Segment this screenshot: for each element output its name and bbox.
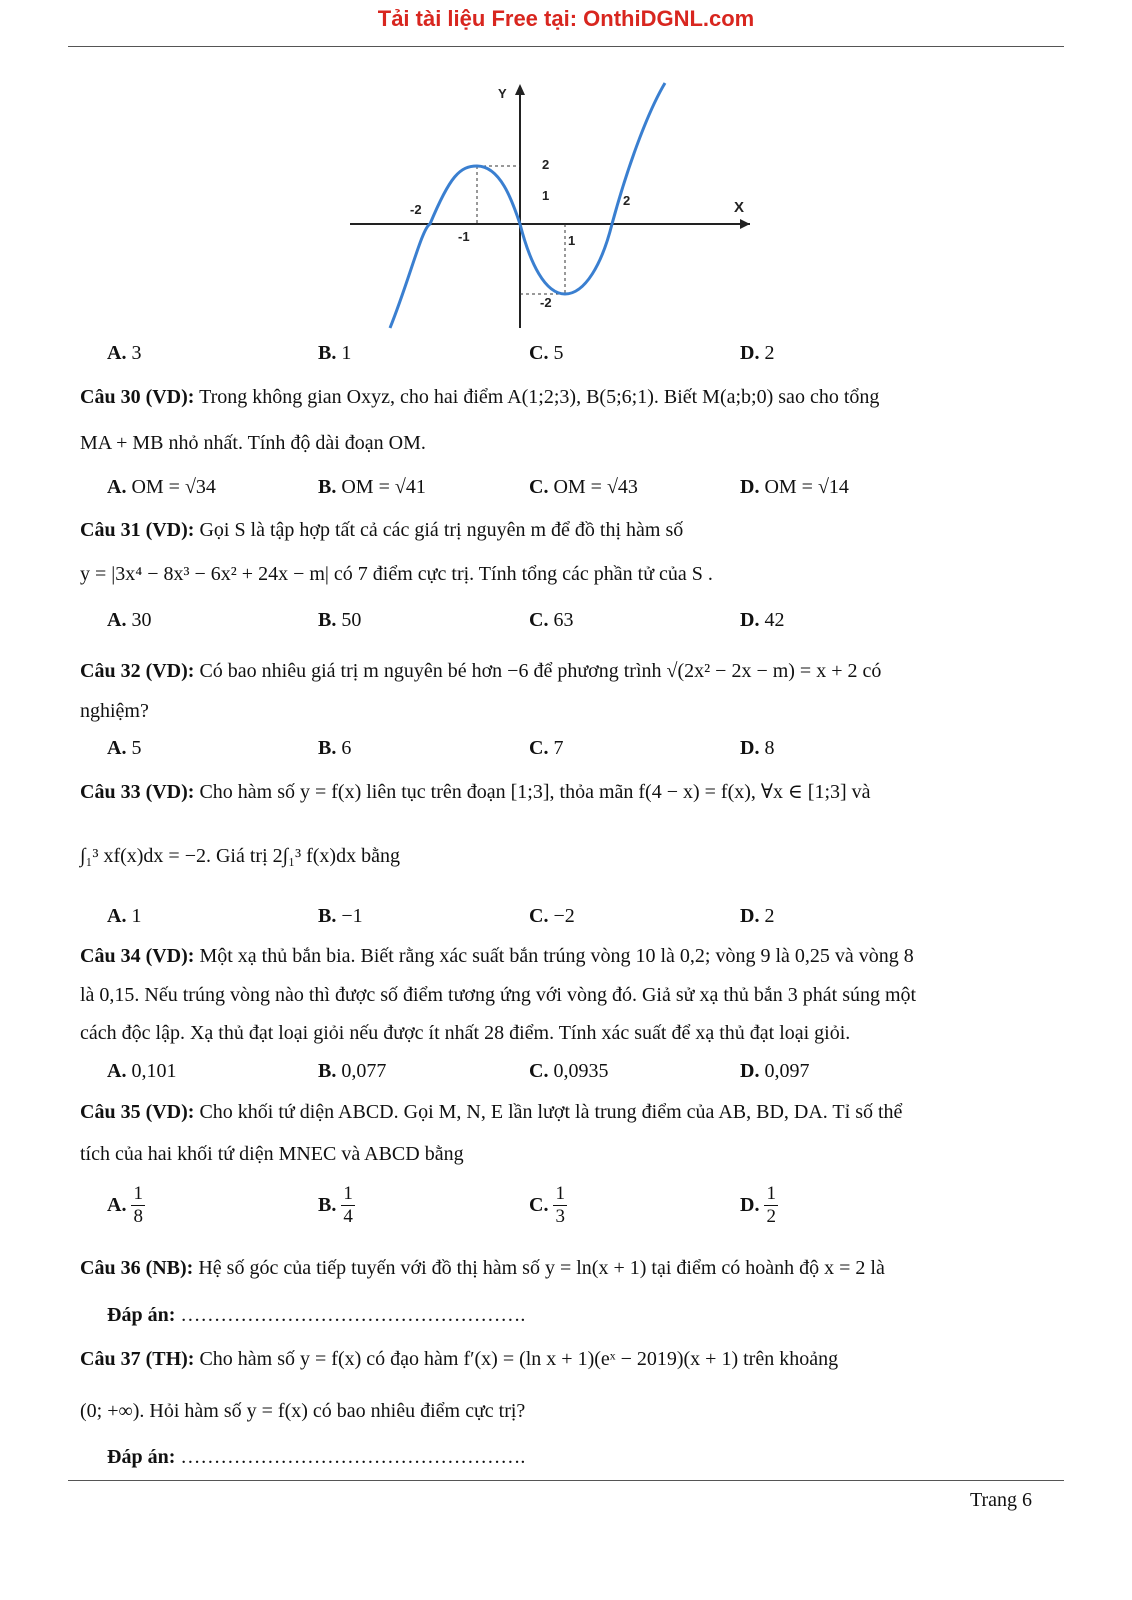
q34-label: Câu 34 (VD): [80, 945, 195, 967]
answer-blank[interactable]: ……………………………………………. [180, 1304, 526, 1326]
tick-label-y-p1: 1 [542, 188, 550, 203]
q34-line-2: là 0,15. Nếu trúng vòng nào thì được số điểm tương ứng với vòng đó. Giả sử xạ thủ bắn 3 phát súng một [80, 984, 917, 1006]
q30-option-d[interactable]: D. OM = √14 [740, 476, 849, 498]
q32-label: Câu 32 (VD): [80, 660, 195, 682]
fraction: $\frac{1}{8}$ [133, 1183, 143, 1227]
q32-option-c[interactable]: C. 7 [529, 737, 564, 759]
q31-line-2: y = |3x⁴ − 8x³ − 6x² + 24x − m| có 7 điểm cực trị. Tính tổng các phần tử của S . [80, 563, 713, 585]
q35-line-2: tích của hai khối tứ diện MNEC và ABCD bằng [80, 1143, 464, 1165]
q29-option-b[interactable]: B. 1 [318, 342, 352, 364]
tick-label-y-m2: -2 [540, 295, 552, 310]
tick-label-y-p2: 2 [542, 157, 550, 172]
q33-option-b[interactable]: B. −1 [318, 905, 363, 927]
q31-line-1: Câu 31 (VD): Gọi S là tập hợp tất cả các giá trị nguyên m để đồ thị hàm số [80, 519, 684, 541]
q36-label: Câu 36 (NB): [80, 1257, 194, 1279]
q29-option-a[interactable]: A. 3 [107, 342, 142, 364]
footer-divider [68, 1480, 1064, 1481]
q35-option-c[interactable]: C. $\frac{1}{3}$ [529, 1183, 565, 1227]
fraction: $\frac{1}{2}$ [766, 1183, 776, 1227]
q30-options [107, 476, 1067, 502]
q31-option-b[interactable]: B. 50 [318, 609, 362, 631]
q33-option-c[interactable]: C. −2 [529, 905, 575, 927]
tick-label-x-m1: -1 [458, 229, 470, 244]
q32-option-d[interactable]: D. 8 [740, 737, 775, 759]
q32-line-2: nghiệm? [80, 700, 149, 722]
fraction: $\frac{1}{4}$ [343, 1183, 353, 1227]
q34-option-b[interactable]: B. 0,077 [318, 1060, 387, 1082]
y-axis-label: Y [498, 86, 507, 101]
q33-option-a[interactable]: A. 1 [107, 905, 142, 927]
answer-blank[interactable]: ……………………………………………. [180, 1446, 526, 1468]
q34-option-c[interactable]: C. 0,0935 [529, 1060, 609, 1082]
q34-option-a[interactable]: A. 0,101 [107, 1060, 177, 1082]
q37-answer[interactable]: Đáp án: ……………………………………………. [107, 1446, 526, 1468]
q31-options [107, 609, 1067, 635]
header-divider [68, 46, 1064, 47]
q32-options [107, 737, 1067, 763]
q34-line-3: cách độc lập. Xạ thủ đạt loại giỏi nếu được ít nhất 28 điểm. Tính xác suất để xạ thủ đạt loại giỏi. [80, 1022, 851, 1044]
q33-options [107, 905, 1067, 931]
q36-line-1: Câu 36 (NB): Hệ số góc của tiếp tuyến với đồ thị hàm số y = ln(x + 1) tại điểm có hoành độ x = 2 là [80, 1257, 885, 1279]
q30-option-a[interactable]: A. OM = √34 [107, 476, 216, 498]
q35-option-d[interactable]: D. $\frac{1}{2}$ [740, 1183, 776, 1227]
q30-line-1: Câu 30 (VD): Trong không gian Oxyz, cho hai điểm A(1;2;3), B(5;6;1). Biết M(a;b;0) sao cho tổng [80, 386, 880, 408]
q36-answer[interactable]: Đáp án: ……………………………………………. [107, 1304, 526, 1326]
q32-option-b[interactable]: B. 6 [318, 737, 352, 759]
q29-option-c[interactable]: C. 5 [529, 342, 564, 364]
q34-line-1: Câu 34 (VD): Một xạ thủ bắn bia. Biết rằng xác suất bắn trúng vòng 10 là 0,2; vòng 9 là 0,25 và vòng 8 [80, 945, 914, 967]
q34-option-d[interactable]: D. 0,097 [740, 1060, 810, 1082]
fraction: $\frac{1}{3}$ [555, 1183, 565, 1227]
q32-line-1: Câu 32 (VD): Có bao nhiêu giá trị m nguyên bé hơn −6 để phương trình √(2x² − 2x − m) = x + 2 có [80, 660, 882, 682]
q30-option-b[interactable]: B. OM = √41 [318, 476, 426, 498]
x-axis-arrow [740, 219, 750, 229]
q31-option-c[interactable]: C. 63 [529, 609, 574, 631]
q29-options [107, 342, 1067, 368]
q30-line-2: MA + MB nhỏ nhất. Tính độ dài đoạn OM. [80, 432, 426, 454]
q35-option-a[interactable]: A. $\frac{1}{8}$ [107, 1183, 143, 1227]
x-axis-label: X [734, 199, 745, 216]
q33-line-2: ∫₁³ xf(x)dx = −2. Giá trị 2∫₁³ f(x)dx bằng [80, 845, 400, 867]
q35-line-1: Câu 35 (VD): Cho khối tứ diện ABCD. Gọi M, N, E lần lượt là trung điểm của AB, BD, DA. Tỉ số thể [80, 1101, 903, 1123]
q35-label: Câu 35 (VD): [80, 1101, 195, 1123]
q31-option-a[interactable]: A. 30 [107, 609, 152, 631]
q35-options [107, 1183, 1067, 1235]
q35-option-b[interactable]: B. $\frac{1}{4}$ [318, 1183, 353, 1227]
q37-label: Câu 37 (TH): [80, 1348, 195, 1370]
q32-option-a[interactable]: A. 5 [107, 737, 142, 759]
q33-label: Câu 33 (VD): [80, 781, 195, 803]
tick-label-x-p1: 1 [568, 233, 576, 248]
q33-line-1: Câu 33 (VD): Cho hàm số y = f(x) liên tục trên đoạn [1;3], thỏa mãn f(4 − x) = f(x), ∀x ∈ [1;3] và [80, 781, 871, 803]
y-axis-arrow [515, 84, 525, 95]
page-number: Trang 6 [969, 1489, 1032, 1511]
q34-options [107, 1060, 1067, 1086]
q37-line-1: Câu 37 (TH): Cho hàm số y = f(x) có đạo hàm f′(x) = (ln x + 1)(eˣ − 2019)(x + 1) trên khoảng [80, 1348, 839, 1370]
q31-option-d[interactable]: D. 42 [740, 609, 785, 631]
tick-label-x-p2: 2 [623, 193, 631, 208]
site-header[interactable]: Tải tài liệu Free tại: OnthiDGNL.com [377, 6, 755, 31]
q33-option-d[interactable]: D. 2 [740, 905, 775, 927]
q29-option-d[interactable]: D. 2 [740, 342, 775, 364]
tick-label-x-m2: -2 [410, 202, 422, 217]
q30-label: Câu 30 (VD): [80, 386, 195, 408]
q31-label: Câu 31 (VD): [80, 519, 195, 541]
function-graph [350, 78, 760, 333]
q37-line-2: (0; +∞). Hỏi hàm số y = f(x) có bao nhiêu điểm cực trị? [80, 1400, 526, 1422]
q30-option-c[interactable]: C. OM = √43 [529, 476, 638, 498]
